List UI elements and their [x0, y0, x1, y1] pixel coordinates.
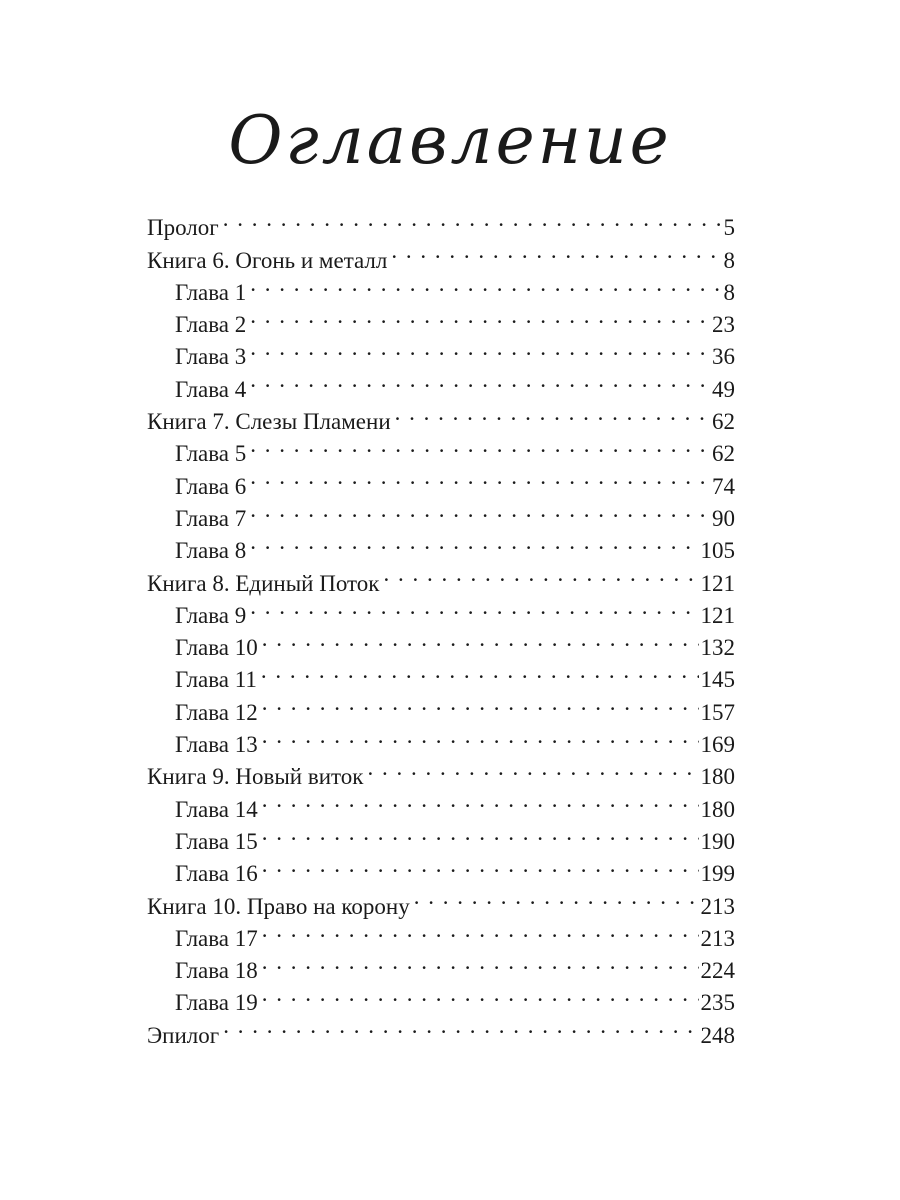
toc-entry-label: Глава 4 [175, 376, 247, 402]
toc-entry-page-number: 36 [712, 344, 735, 370]
toc-dot-leader [250, 461, 710, 493]
toc-dot-leader [262, 849, 699, 881]
toc-entry-label: Книга 6. Огонь и металл [147, 247, 388, 273]
toc-dot-leader [262, 946, 699, 978]
toc-dot-leader [262, 720, 699, 752]
toc-entry-page-number: 8 [723, 279, 735, 305]
toc-dot-leader [261, 655, 699, 687]
toc-dot-leader [414, 881, 699, 913]
toc-entry-label: Глава 8 [175, 538, 247, 564]
toc-entry-page-number: 105 [700, 538, 735, 564]
toc-entry-label: Глава 18 [175, 958, 258, 984]
toc-dot-leader [250, 591, 698, 623]
toc-entry-label: Глава 11 [175, 667, 257, 693]
toc-entry-page-number: 121 [700, 602, 735, 628]
toc-entry-label: Глава 5 [175, 441, 247, 467]
toc-entry-label: Глава 7 [175, 505, 247, 531]
toc-entry-page-number: 62 [712, 441, 735, 467]
toc-entry-label: Пролог [147, 215, 219, 241]
toc-entry-page-number: 180 [700, 796, 735, 822]
toc-dot-leader [395, 397, 710, 429]
toc-dot-leader [223, 203, 722, 235]
toc-section-entry [147, 1010, 735, 1048]
toc-entry-label: Глава 14 [175, 796, 258, 822]
toc-section-entry [147, 203, 735, 241]
toc-entry-page-number: 157 [700, 699, 735, 725]
toc-entry-label: Глава 10 [175, 635, 258, 661]
toc-dot-leader [367, 752, 698, 784]
toc-dot-leader [250, 526, 698, 558]
toc-entry-page-number: 132 [700, 635, 735, 661]
toc-section-entry [147, 235, 735, 273]
toc-entry-page-number: 74 [712, 473, 735, 499]
toc-entry-label: Глава 9 [175, 602, 247, 628]
page-title: Оглавление [228, 102, 672, 179]
toc-entry-label: Глава 15 [175, 828, 258, 854]
toc-dot-leader [250, 494, 710, 526]
toc-entry-label: Книга 9. Новый виток [147, 764, 364, 790]
toc-dot-leader [391, 235, 721, 267]
toc-entry-page-number: 90 [712, 505, 735, 531]
toc-dot-leader [383, 558, 698, 590]
toc-entry-label: Глава 3 [175, 344, 247, 370]
toc-entry-page-number: 213 [700, 893, 735, 919]
toc-entry-page-number: 248 [700, 1022, 735, 1048]
toc-entry-page-number: 190 [700, 828, 735, 854]
toc-entry-label: Книга 10. Право на корону [147, 893, 410, 919]
table-of-contents [147, 203, 735, 1048]
toc-entry-label: Глава 17 [175, 925, 258, 951]
toc-entry-page-number: 5 [723, 215, 735, 241]
toc-entry-page-number: 49 [712, 376, 735, 402]
toc-entry-label: Глава 1 [175, 279, 247, 305]
toc-dot-leader [250, 268, 721, 300]
toc-entry-page-number: 121 [700, 570, 735, 596]
toc-dot-leader [250, 364, 710, 396]
toc-dot-leader [250, 332, 710, 364]
toc-entry-label: Эпилог [147, 1022, 220, 1048]
toc-entry-label: Книга 8. Единый Поток [147, 570, 380, 596]
toc-entry-page-number: 169 [700, 732, 735, 758]
toc-entry-page-number: 145 [700, 667, 735, 693]
toc-entry-page-number: 62 [712, 409, 735, 435]
toc-dot-leader [223, 1010, 698, 1042]
toc-dot-leader [262, 978, 699, 1010]
toc-entry-page-number: 235 [700, 990, 735, 1016]
toc-dot-leader [262, 817, 699, 849]
toc-entry-page-number: 180 [700, 764, 735, 790]
toc-entry-label: Глава 19 [175, 990, 258, 1016]
toc-entry-label: Глава 13 [175, 732, 258, 758]
toc-entry-label: Глава 12 [175, 699, 258, 725]
toc-dot-leader [250, 429, 710, 461]
toc-dot-leader [262, 784, 699, 816]
toc-entry-page-number: 8 [723, 247, 735, 273]
toc-dot-leader [250, 300, 710, 332]
toc-entry-label: Глава 16 [175, 861, 258, 887]
toc-entry-label: Глава 2 [175, 312, 247, 338]
toc-entry-page-number: 224 [700, 958, 735, 984]
toc-entry-page-number: 213 [700, 925, 735, 951]
toc-entry-page-number: 23 [712, 312, 735, 338]
toc-dot-leader [262, 623, 699, 655]
toc-entry-label: Глава 6 [175, 473, 247, 499]
toc-dot-leader [262, 914, 699, 946]
toc-entry-page-number: 199 [700, 861, 735, 887]
toc-dot-leader [262, 687, 699, 719]
toc-entry-label: Книга 7. Слезы Пламени [147, 409, 391, 435]
